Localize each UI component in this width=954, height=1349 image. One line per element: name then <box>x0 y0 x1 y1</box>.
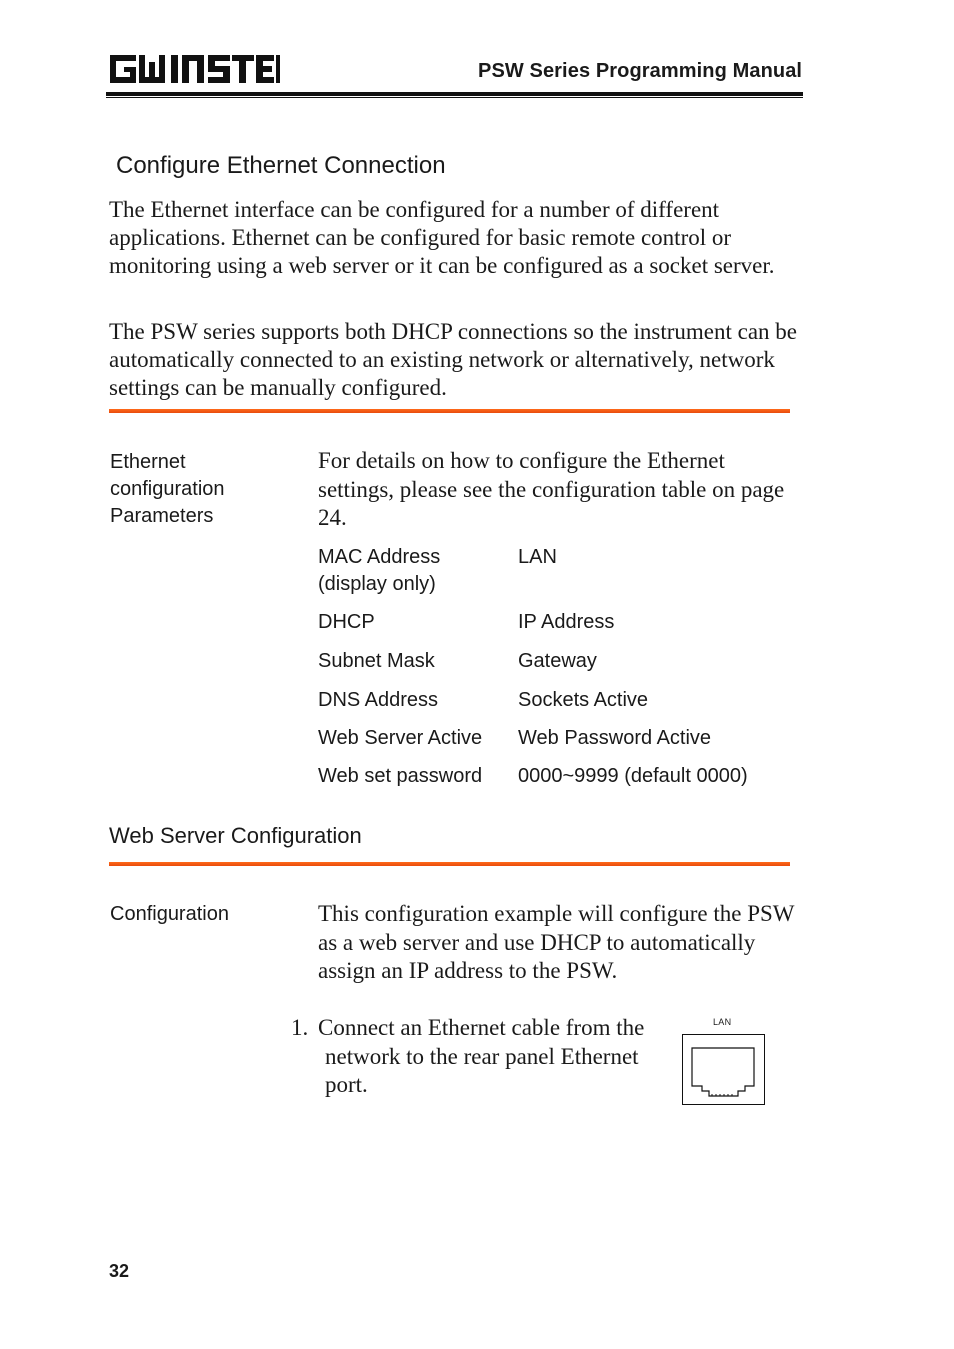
header-rule <box>106 92 803 96</box>
section-title: Configure Ethernet Connection <box>116 152 446 179</box>
param-password-range: 0000~9999 (default 0000) <box>518 765 748 787</box>
param-mac-address <box>318 544 508 598</box>
step-number: 1. <box>291 1015 309 1040</box>
step-line: port. <box>325 1072 368 1097</box>
param-gateway: Gateway <box>518 650 597 672</box>
param-web-set-password: Web set password <box>318 765 483 787</box>
ethernet-port-icon <box>682 1034 765 1105</box>
step-line: network to the rear panel Ethernet <box>325 1043 639 1069</box>
configuration-description: This configuration example will configure the PSW as a web server and use DHCP to automatically assign an IP address to the PSW. <box>318 901 795 983</box>
section-divider <box>109 409 790 413</box>
intro-paragraph-1: The Ethernet interface can be configured for a number of different applications. Ethernet can be configured for basic remote control or monitoring using a web server or it can be configured as a socket server. <box>109 197 775 278</box>
intro-paragraph-2: The PSW series supports both DHCP connections so the instrument can be automatically connected to an existing network or alternatively, network settings can be manually configured. <box>109 319 798 400</box>
gw-instek-logo <box>108 52 280 86</box>
param-dhcp: DHCP <box>318 611 375 633</box>
param-web-password-active: Web Password Active <box>518 727 712 749</box>
label-line: configuration <box>110 478 225 500</box>
param-lan: LAN <box>518 546 557 568</box>
configuration-label: Configuration <box>110 903 229 925</box>
web-server-title: Web Server Configuration <box>109 823 362 848</box>
label-line: Parameters <box>110 505 214 527</box>
lan-label: LAN <box>713 1017 732 1027</box>
step-line: Connect an Ethernet cable from the <box>318 1015 645 1040</box>
ethernet-params-description: For details on how to configure the Ethernet settings, please see the configuration table on page 24. <box>318 448 785 530</box>
param-web-server-active: Web Server Active <box>318 727 483 749</box>
page-number: 32 <box>109 1261 130 1281</box>
param-line: MAC Address <box>318 546 441 568</box>
param-sockets-active: Sockets Active <box>518 689 649 711</box>
param-line: (display only) <box>318 573 436 595</box>
header-rule-thin <box>106 97 803 98</box>
web-server-divider <box>109 862 790 866</box>
param-subnet-mask: Subnet Mask <box>318 650 435 672</box>
param-ip-address: IP Address <box>518 611 615 633</box>
manual-title: PSW Series Programming Manual <box>478 60 803 82</box>
ethernet-params-label <box>110 449 310 530</box>
step-text <box>318 1014 678 1100</box>
param-dns-address: DNS Address <box>318 689 439 711</box>
label-line: Ethernet <box>110 451 186 473</box>
